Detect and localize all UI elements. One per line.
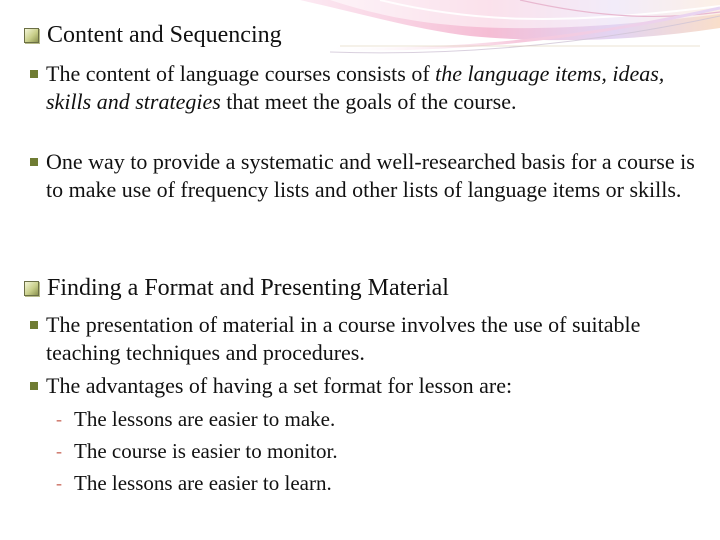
bullet-content xyxy=(24,60,704,116)
sub-item xyxy=(56,435,696,467)
bullet-presentation xyxy=(24,311,704,367)
bullet-text: The advantages of having a set format for lesson are: xyxy=(46,373,513,398)
heading-text: Finding a Format and Presenting Material xyxy=(47,275,449,301)
square-bullet-icon xyxy=(30,321,38,329)
section-heading-content xyxy=(24,20,282,50)
section-heading-format xyxy=(24,273,449,303)
square-bullet-icon xyxy=(30,70,38,78)
sub-item xyxy=(56,403,696,435)
bullet-text-pre: The content of language courses consists of xyxy=(46,61,436,86)
dash-icon: - xyxy=(56,441,62,461)
bullet-frequency-lists xyxy=(24,148,704,204)
sub-item-text: The lessons are easier to make. xyxy=(74,407,336,431)
dash-icon: - xyxy=(56,409,62,429)
bullet-text: The presentation of material in a course involves the use of suitable teaching techniques and procedures. xyxy=(46,312,641,365)
bullet-text: One way to provide a systematic and well-researched basis for a course is to make use of frequency lists and other lists of language items or skills. xyxy=(46,149,695,202)
bullet-text-post: that meet the goals of the course. xyxy=(220,89,517,114)
checkbox-icon xyxy=(24,281,39,296)
dash-icon: - xyxy=(56,473,62,493)
bullet-text xyxy=(46,60,704,116)
square-bullet-icon xyxy=(30,158,38,166)
heading-text: Content and Sequencing xyxy=(47,22,282,48)
bullet-text-italic: the language items, ideas, skills and strategies xyxy=(46,61,665,114)
sub-item-text: The lessons are easier to learn. xyxy=(74,471,332,495)
sub-item xyxy=(56,467,696,499)
bullet-advantages xyxy=(24,372,704,400)
sub-item-text: The course is easier to monitor. xyxy=(74,439,338,463)
square-bullet-icon xyxy=(30,382,38,390)
checkbox-icon xyxy=(24,28,39,43)
